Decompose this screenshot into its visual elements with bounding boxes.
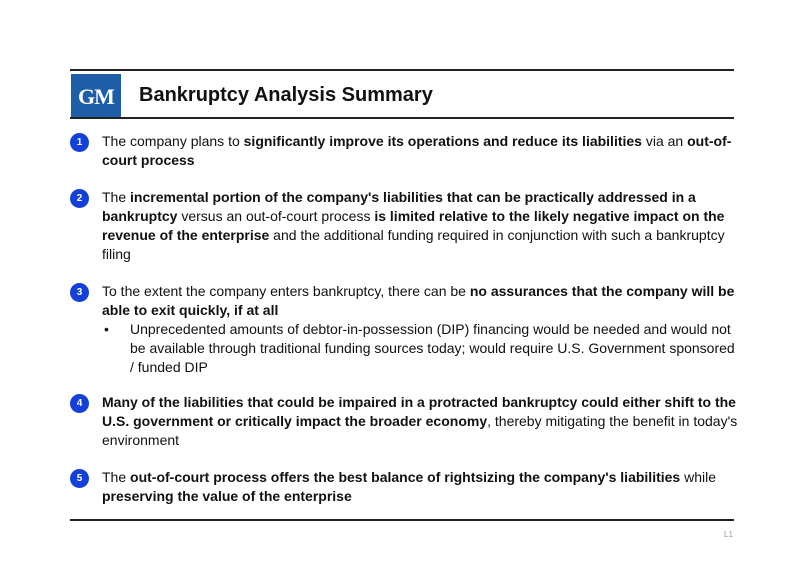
bottom-rule: [70, 519, 734, 521]
item-text: [102, 282, 740, 320]
gm-logo: [71, 74, 121, 119]
item-text: [102, 188, 740, 264]
top-rule: [70, 69, 734, 71]
bold-text-segment: out-of-court process: [102, 133, 732, 168]
bullet-dot: •: [104, 321, 109, 337]
bold-text-segment: is limited relative to the likely negative impact on the revenue of the enterprise: [102, 208, 725, 243]
bold-text-segment: incremental portion of the company's liabilities that can be practically addressed in a bankruptcy: [102, 189, 696, 224]
text-segment: The: [102, 189, 131, 205]
text-segment: To the extent the company enters bankruptcy, there can be: [102, 283, 470, 299]
sub-bullet-text: Unprecedented amounts of debtor-in-possession (DIP) financing would be needed and would not be available through traditional funding sources today; would require U.S. Government sponsored / funded DIP: [130, 321, 735, 375]
item-number-badge: 4: [70, 394, 89, 413]
summary-item-2: [70, 188, 740, 264]
item-text: [102, 468, 740, 506]
text-segment: versus an out-of-court process: [177, 208, 375, 224]
bold-text-segment: out-of-court process offers the best balance of rightsizing the company's liabilities: [130, 469, 681, 485]
item-text: [102, 132, 740, 170]
item-number-badge: 2: [70, 189, 89, 208]
text-segment: while: [680, 469, 717, 485]
summary-item-3: [70, 282, 740, 377]
bold-text-segment: no assurances that the company will be able to exit quickly, if at all: [102, 283, 735, 318]
summary-item-5: [70, 468, 740, 506]
text-segment: , thereby mitigating the benefit in today's environment: [102, 413, 738, 448]
logo-text: GM: [78, 83, 114, 109]
sub-bullet: [102, 320, 740, 377]
item-number-badge: 5: [70, 469, 89, 488]
logo-underline: [148, 110, 186, 112]
summary-item-4: [70, 393, 740, 450]
summary-item-1: [70, 132, 740, 170]
bold-text-segment: Many of the liabilities that could be impaired in a protracted bankruptcy could either shift to the U.S. government or critically impact the broader economy: [102, 394, 736, 429]
text-segment: and the additional funding required in conjunction with such a bankruptcy filing: [102, 227, 725, 262]
bold-text-segment: significantly improve its operations and reduce its liabilities: [243, 133, 642, 149]
text-segment: via an: [641, 133, 688, 149]
item-text: [102, 393, 740, 450]
page-title: Bankruptcy Analysis Summary: [139, 84, 433, 106]
bold-text-segment: preserving the value of the enterprise: [102, 488, 352, 504]
text-segment: The: [102, 469, 131, 485]
item-number-badge: 1: [70, 133, 89, 152]
item-number-badge: 3: [70, 283, 89, 302]
title-rule: [70, 117, 734, 119]
text-segment: The company plans to: [102, 133, 244, 149]
page-number: L1: [724, 530, 733, 539]
